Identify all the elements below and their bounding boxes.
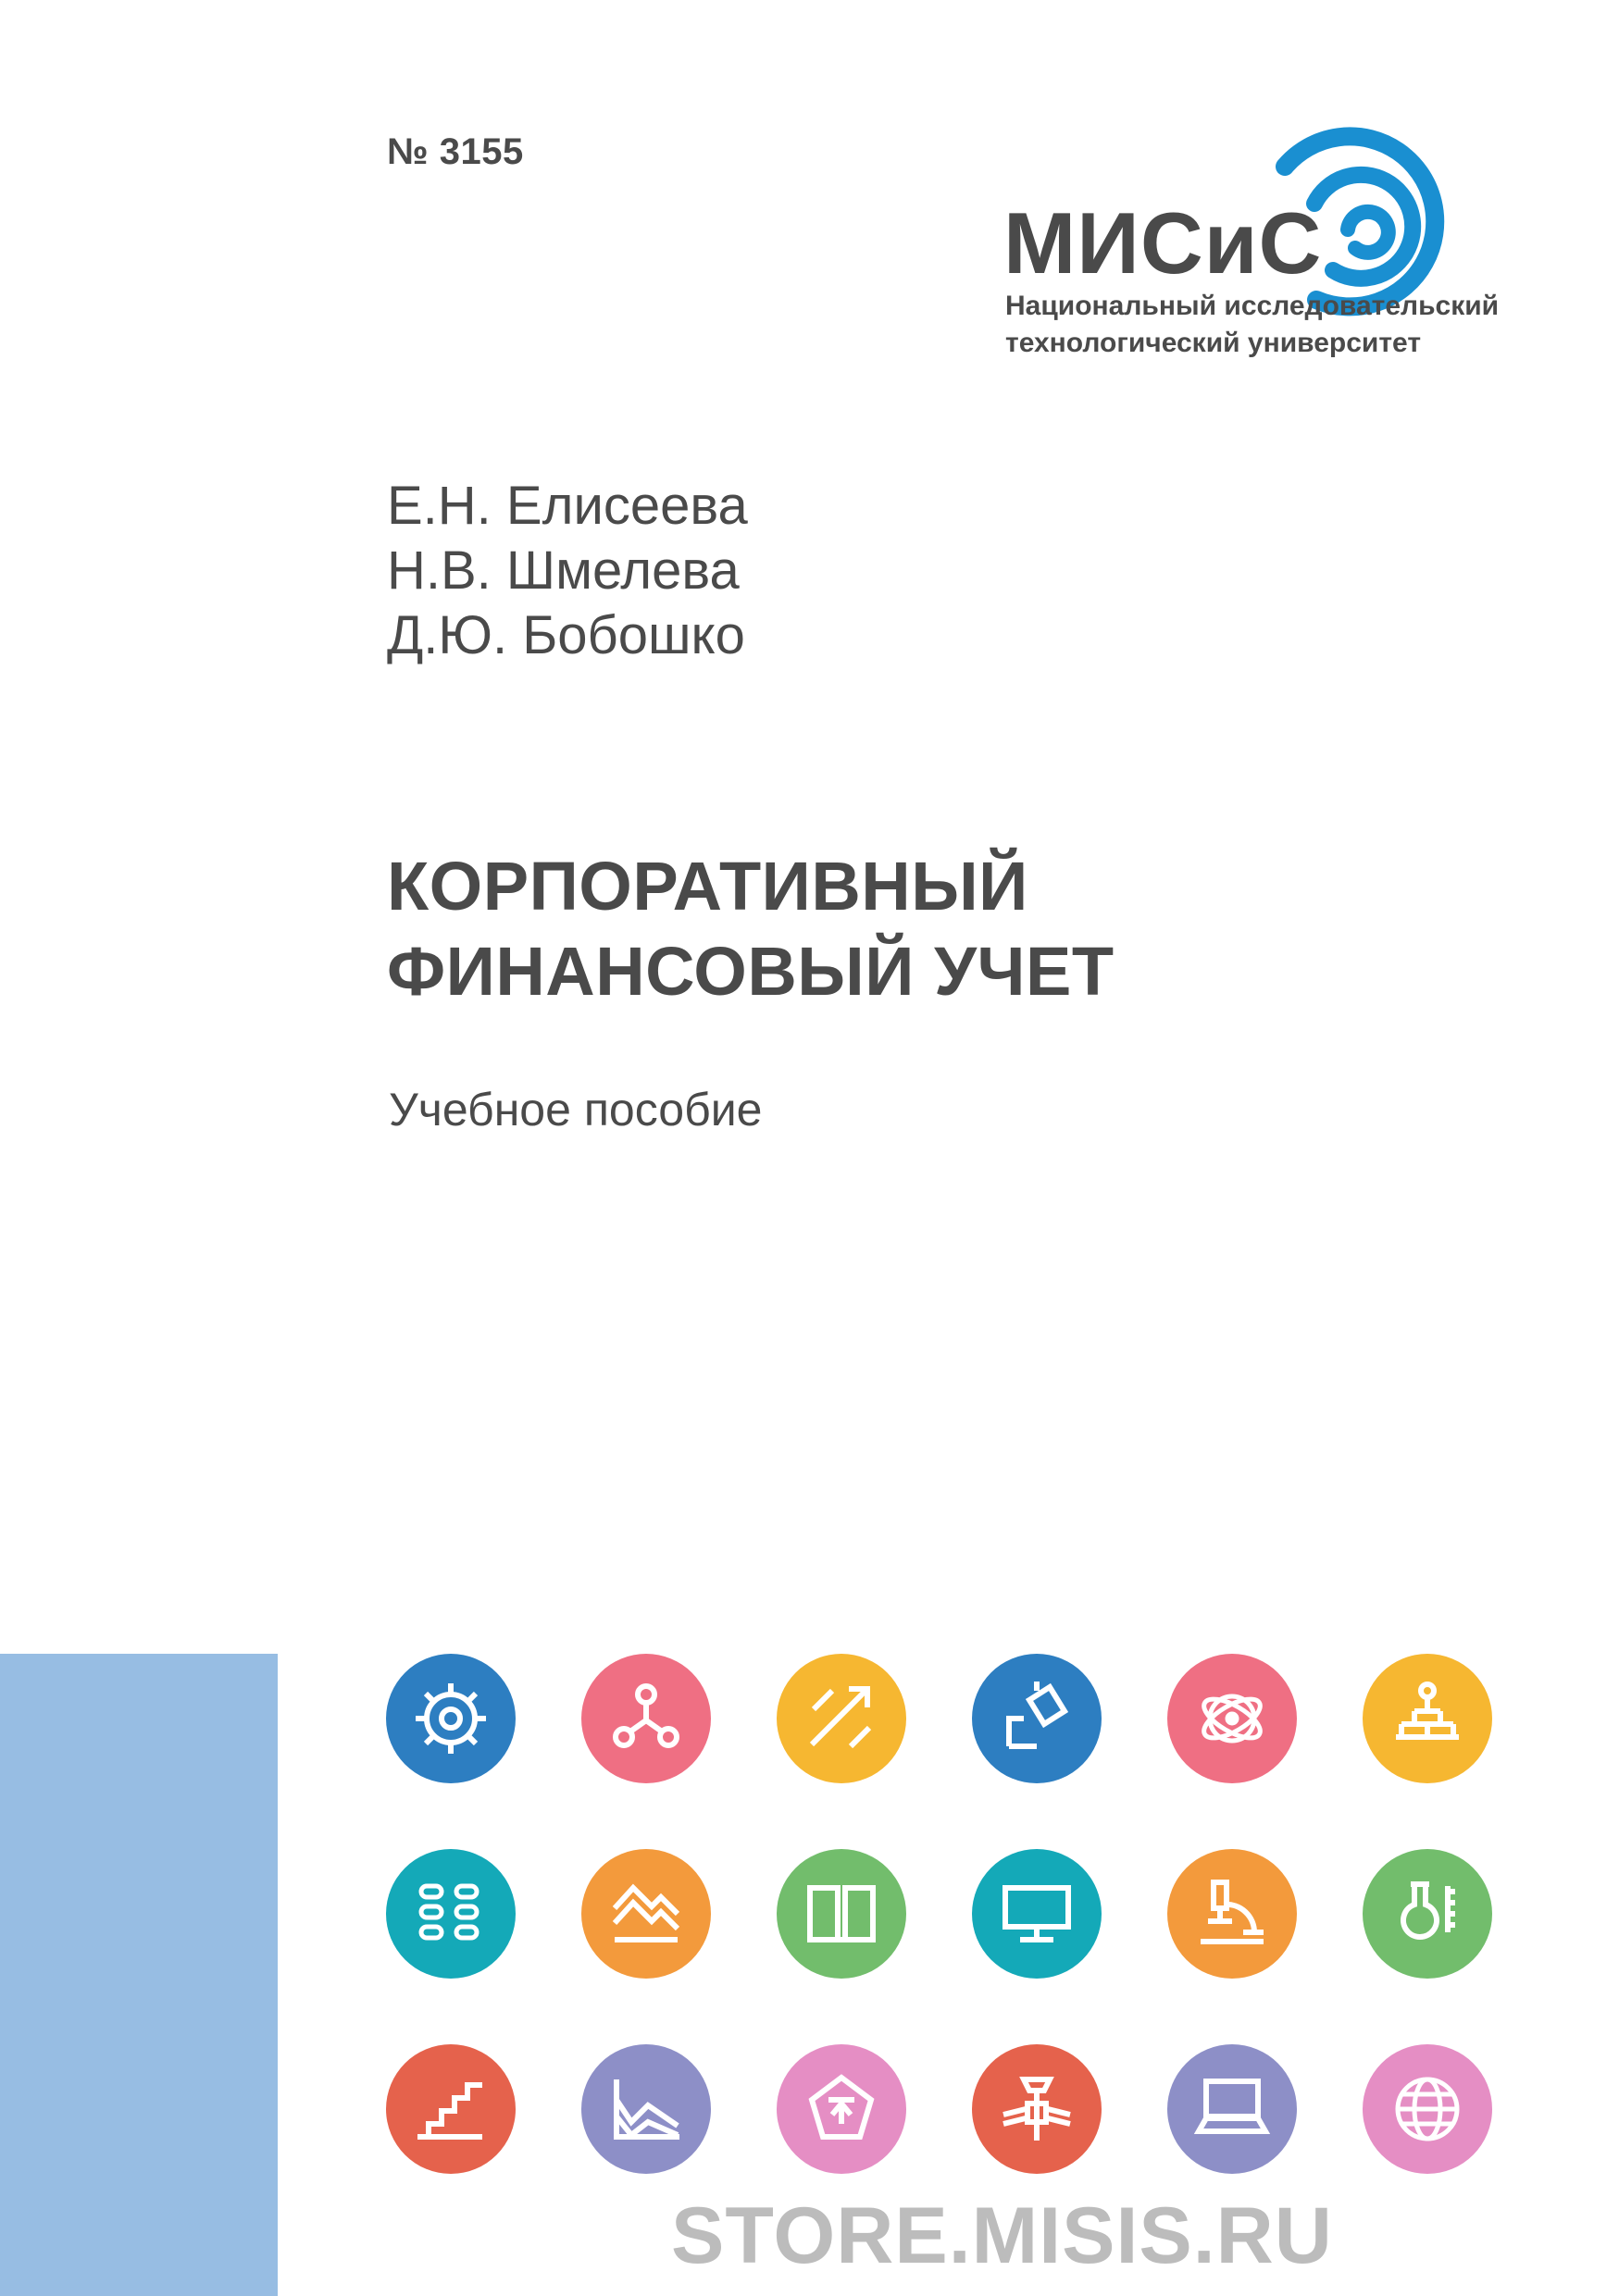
side-color-bar bbox=[0, 1654, 278, 2296]
chart-icon bbox=[581, 2044, 711, 2174]
flask-icon bbox=[1363, 1849, 1492, 1979]
logo-word: МИСиС bbox=[1003, 194, 1323, 292]
book-title-line1: КОРПОРАТИВНЫЙ bbox=[387, 848, 1028, 925]
microscope-icon bbox=[1167, 1849, 1297, 1979]
molecule-icon bbox=[581, 1654, 711, 1783]
store-url: STORE.MISIS.RU bbox=[671, 2191, 1333, 2280]
logo-subtitle-line2: технологический университет bbox=[1005, 328, 1422, 358]
arrows-icon bbox=[777, 1654, 906, 1783]
author-name: Д.Ю. Бобошко bbox=[387, 605, 745, 665]
hierarchy-icon bbox=[1363, 1654, 1492, 1783]
logo-subtitle-line1: Национальный исследовательский bbox=[1005, 291, 1500, 321]
gear-icon bbox=[386, 1654, 516, 1783]
globe-icon bbox=[1363, 2044, 1492, 2174]
book-title bbox=[387, 844, 1115, 1014]
ladle-icon bbox=[972, 1654, 1102, 1783]
stairs-icon bbox=[386, 2044, 516, 2174]
book-title-line2: ФИНАНСОВЫЙ УЧЕТ bbox=[387, 933, 1115, 1010]
satellite-icon bbox=[972, 2044, 1102, 2174]
author-name: Е.Н. Елисеева bbox=[387, 476, 748, 536]
authors-list bbox=[387, 474, 748, 668]
atom-icon bbox=[1167, 1654, 1297, 1783]
pentagon-icon bbox=[777, 2044, 906, 2174]
university-logo bbox=[1000, 118, 1518, 378]
page-number: № 3155 bbox=[387, 131, 524, 172]
book-subtitle: Учебное пособие bbox=[389, 1084, 763, 1136]
monitor-icon bbox=[972, 1849, 1102, 1979]
abacus-icon bbox=[386, 1849, 516, 1979]
author-name: Н.В. Шмелева bbox=[387, 540, 740, 601]
mountains-icon bbox=[581, 1849, 711, 1979]
laptop-icon bbox=[1167, 2044, 1297, 2174]
book-icon bbox=[777, 1849, 906, 1979]
